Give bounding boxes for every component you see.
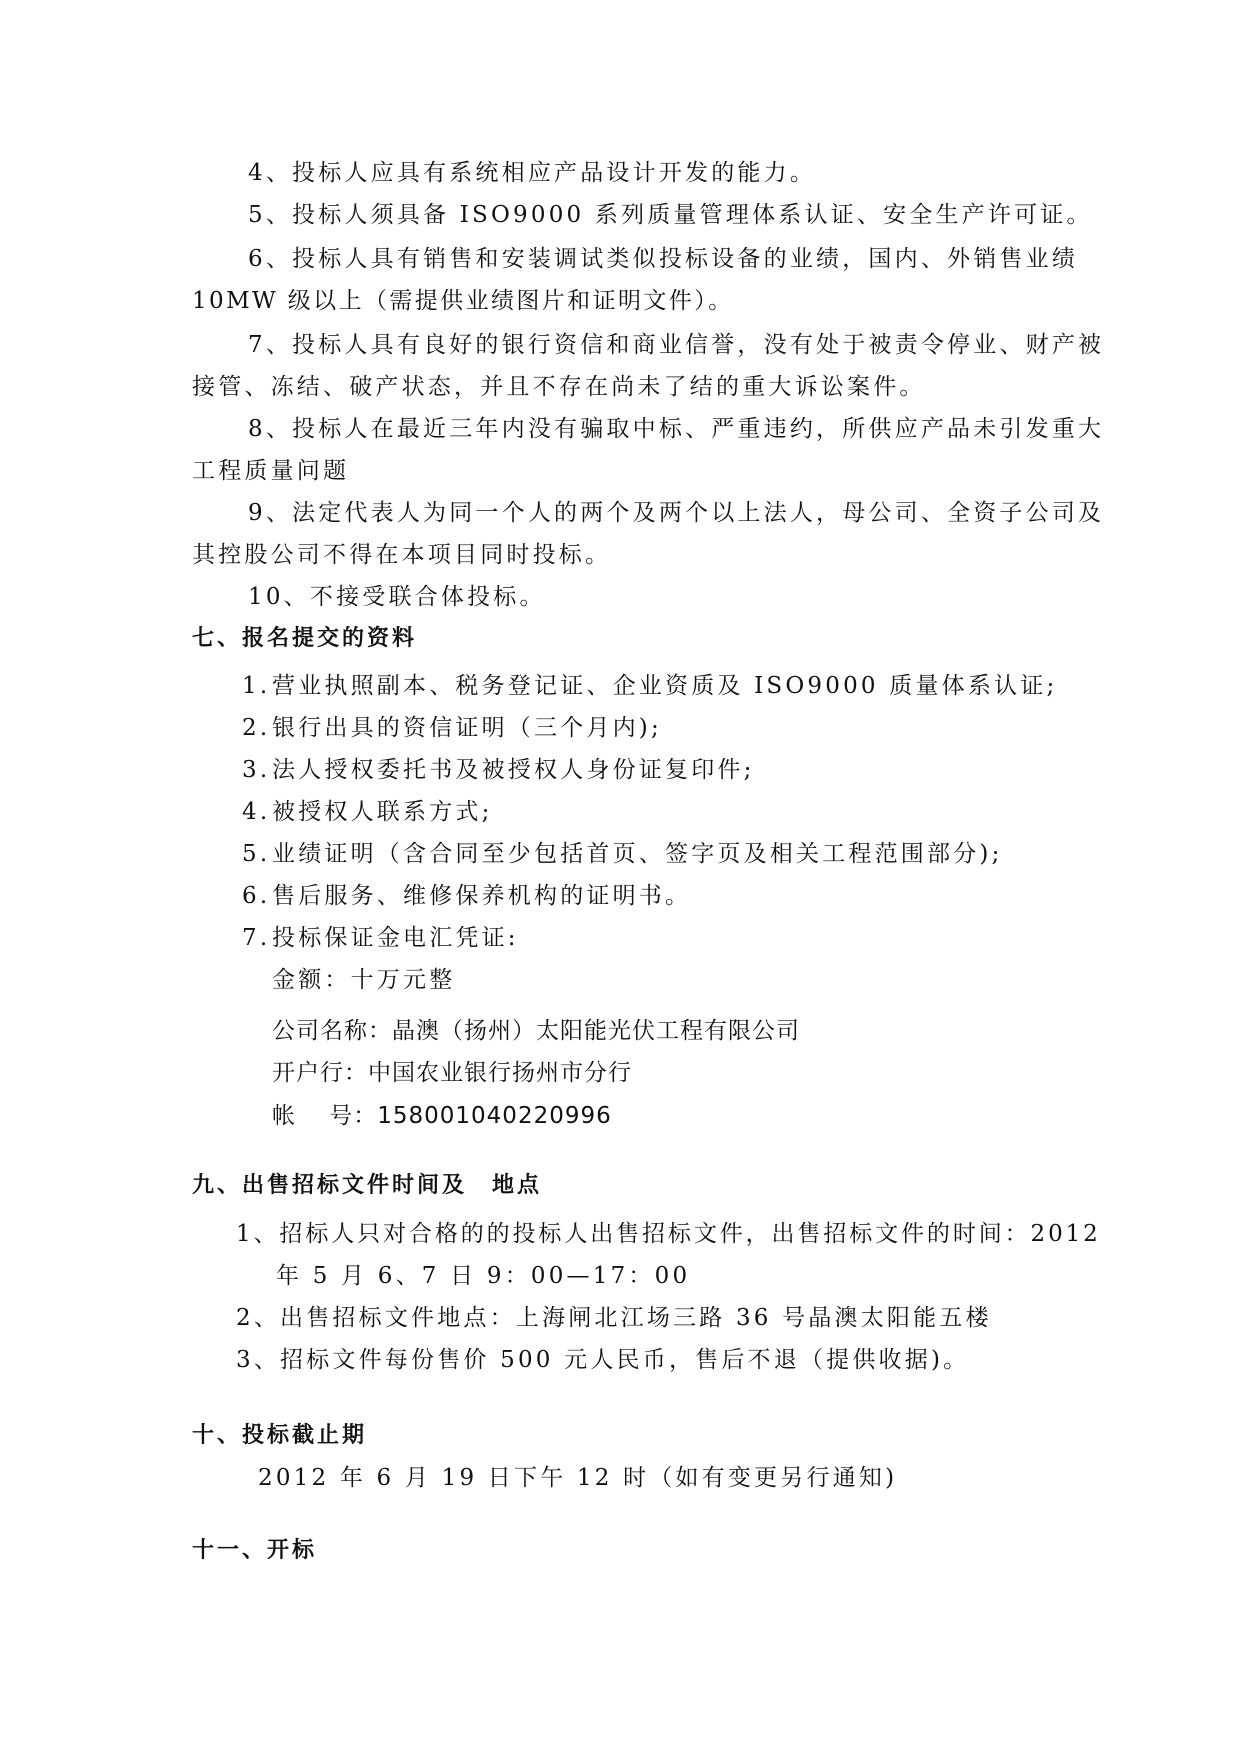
requirement-8: 8、投标人在最近三年内没有骗取中标、严重违约，所供应产品未引发重大: [248, 416, 1105, 442]
item-number: 7.: [242, 925, 271, 951]
item-text: 被授权人联系方式;: [272, 799, 493, 825]
section-7-heading: 七、报名提交的资料: [192, 626, 418, 651]
item-text: 业绩证明（含合同至少包括首页、签字页及相关工程范围部分);: [272, 841, 1003, 867]
item-number: 1.: [242, 673, 271, 699]
section-9-item-2: 2、出售招标文件地点：上海闸北江场三路 36 号晶澳太阳能五楼: [236, 1305, 992, 1331]
item-number: 6.: [242, 883, 271, 909]
account-number: 帐 号：158001040220996: [272, 1103, 612, 1129]
requirement-9-cont: 其控股公司不得在本项目同时投标。: [192, 542, 612, 568]
item-number: 2.: [242, 715, 271, 741]
section-7-item-7: [242, 923, 519, 953]
requirement-7: 7、投标人具有良好的银行资信和商业信誉，没有处于被责令停业、财产被: [248, 332, 1105, 358]
section-9-heading: 九、出售招标文件时间及 地点: [192, 1173, 543, 1198]
requirement-6: 6、投标人具有销售和安装调试类似投标设备的业绩，国内、外销售业绩: [248, 246, 1079, 272]
item-text: 投标保证金电汇凭证:: [272, 925, 519, 951]
requirement-6-cont: 10MW 级以上（需提供业绩图片和证明文件）。: [192, 288, 734, 314]
section-7-item-1: [242, 671, 1057, 701]
bid-deadline: 2012 年 6 月 19 日下午 12 时（如有变更另行通知): [258, 1465, 898, 1491]
section-10-heading: 十、投标截止期: [192, 1423, 368, 1448]
item-number: 3.: [242, 757, 271, 783]
section-7-item-2: [242, 713, 662, 743]
requirement-9: 9、法定代表人为同一个人的两个及两个以上法人，母公司、全资子公司及: [248, 500, 1105, 526]
section-7-item-5: [242, 839, 1003, 869]
item-text: 营业执照副本、税务登记证、企业资质及 ISO9000 质量体系认证;: [272, 673, 1058, 699]
requirement-8-cont: 工程质量问题: [192, 458, 350, 484]
section-7-item-6: [242, 881, 691, 911]
section-11-heading: 十一、开标: [192, 1538, 318, 1563]
deposit-amount: 金额：十万元整: [272, 967, 456, 993]
requirement-4: 4、投标人应具有系统相应产品设计开发的能力。: [248, 160, 817, 186]
section-7-item-3: [242, 755, 755, 785]
requirement-10: 10、不接受联合体投标。: [248, 584, 546, 610]
item-text: 法人授权委托书及被授权人身份证复印件;: [272, 757, 755, 783]
item-text: 银行出具的资信证明（三个月内);: [272, 715, 662, 741]
requirement-5: 5、投标人须具备 ISO9000 系列质量管理体系认证、安全生产许可证。: [248, 202, 1093, 228]
section-9-item-1: 1、招标人只对合格的的投标人出售招标文件，出售招标文件的时间：2012: [236, 1221, 1101, 1247]
section-7-item-4: [242, 797, 493, 827]
section-9-item-3: 3、招标文件每份售价 500 元人民币，售后不退（提供收据)。: [236, 1347, 970, 1373]
item-text: 售后服务、维修保养机构的证明书。: [272, 883, 692, 909]
item-number: 4.: [242, 799, 271, 825]
bank-name: 开户行：中国农业银行扬州市分行: [272, 1060, 632, 1086]
requirement-7-cont: 接管、冻结、破产状态，并且不存在尚未了结的重大诉讼案件。: [192, 374, 926, 400]
company-name: 公司名称：晶澳（扬州）太阳能光伏工程有限公司: [272, 1018, 800, 1044]
section-9-item-1-cont: 年 5 月 6、7 日 9：00—17：00: [276, 1263, 691, 1289]
item-number: 5.: [242, 841, 271, 867]
